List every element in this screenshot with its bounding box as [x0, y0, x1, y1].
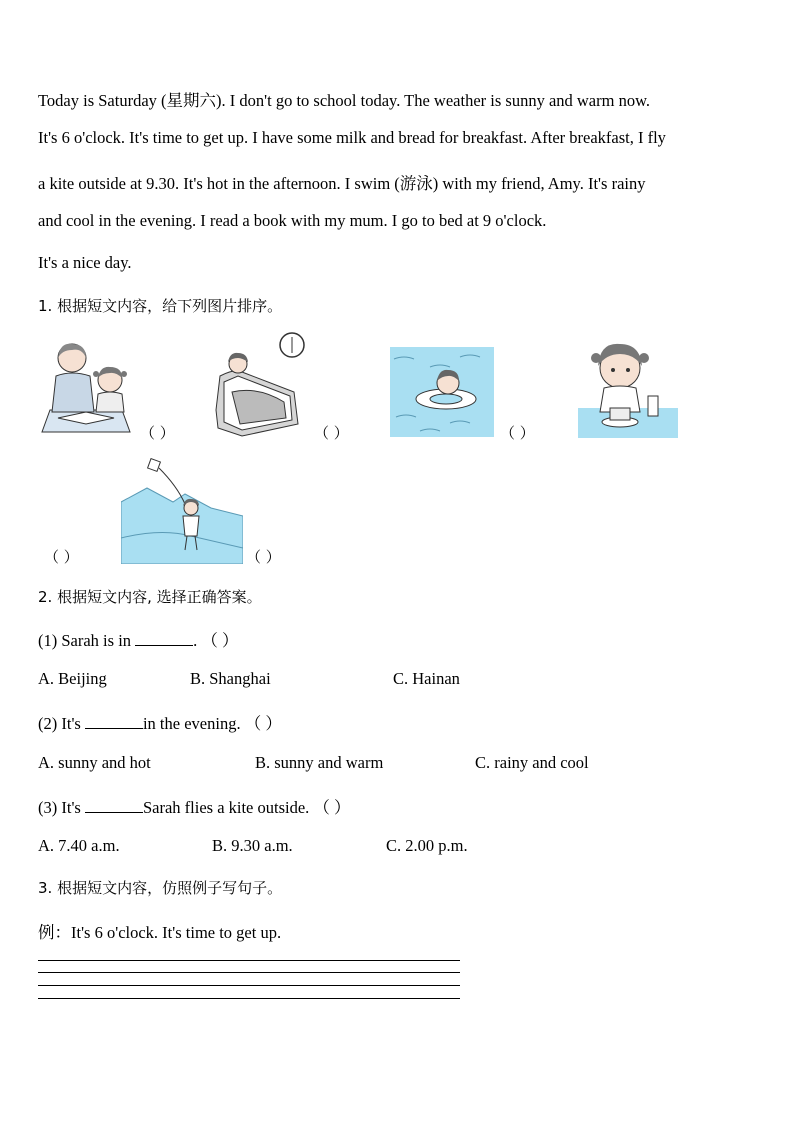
option-a[interactable]: A. 7.40 a.m.: [38, 836, 120, 855]
writing-line-2[interactable]: [38, 972, 460, 973]
stem-text: Sarah flies a kite outside. （ ）: [142, 798, 351, 817]
option-b[interactable]: B. 9.30 a.m.: [212, 836, 293, 855]
question-2-title: 2. 根据短文内容, 选择正确答案。: [38, 588, 262, 606]
question-2-1-stem: [38, 627, 239, 651]
girl-in-bed-image: [212, 332, 308, 438]
option-a[interactable]: A. sunny and hot: [38, 753, 151, 772]
writing-line-4[interactable]: [38, 998, 460, 999]
option-c[interactable]: C. Hainan: [393, 669, 460, 688]
writing-line-3[interactable]: [38, 985, 460, 986]
passage-line-3: a kite outside at 9.30. It's hot in the afternoon. I swim (游泳) with my friend, Amy. It's rainy: [38, 174, 646, 193]
stem-text: (3) It's: [38, 798, 85, 817]
fill-blank[interactable]: [85, 798, 143, 813]
question-2-3-stem: [38, 794, 351, 818]
stem-text: (2) It's: [38, 714, 85, 733]
question-3-example: 例：It's 6 o'clock. It's time to get up.: [38, 923, 282, 942]
question-3-title: 3. 根据短文内容，仿照例子写句子。: [38, 879, 283, 897]
stem-text: . （ ）: [193, 631, 239, 650]
answer-paren-2[interactable]: （ ）: [314, 424, 349, 442]
writing-line-1[interactable]: [38, 960, 460, 961]
fill-blank[interactable]: [85, 714, 143, 729]
passage-line-5: It's a nice day.: [38, 253, 132, 272]
mother-reading-image: [38, 340, 134, 434]
option-b[interactable]: B. sunny and warm: [255, 753, 384, 772]
passage-line-2: It's 6 o'clock. It's time to get up. I have some milk and bread for breakfast. After breakfast, I fly: [38, 128, 666, 147]
option-c[interactable]: C. 2.00 p.m.: [386, 836, 468, 855]
girl-breakfast-image: [578, 336, 678, 438]
answer-paren-1[interactable]: （ ）: [140, 424, 175, 442]
option-b[interactable]: B. Shanghai: [190, 669, 271, 688]
option-c[interactable]: C. rainy and cool: [475, 753, 589, 772]
answer-paren-4[interactable]: （ ）: [44, 548, 79, 566]
fill-blank[interactable]: [135, 631, 193, 646]
answer-paren-3[interactable]: （ ）: [500, 424, 535, 442]
answer-paren-5[interactable]: （ ）: [246, 548, 281, 566]
passage-line-1: Today is Saturday (星期六). I don't go to school today. The weather is sunny and warm now.: [38, 91, 651, 110]
passage-line-4: and cool in the evening. I read a book with my mum. I go to bed at 9 o'clock.: [38, 211, 547, 230]
question-1-title: 1. 根据短文内容，给下列图片排序。: [38, 297, 283, 315]
stem-text: (1) Sarah is in: [38, 631, 136, 650]
girl-swimming-image: [390, 347, 494, 437]
option-a[interactable]: A. Beijing: [38, 669, 107, 688]
stem-text: in the evening. （ ）: [142, 714, 282, 733]
question-2-2-stem: [38, 710, 282, 734]
girl-kite-image: [121, 458, 243, 564]
